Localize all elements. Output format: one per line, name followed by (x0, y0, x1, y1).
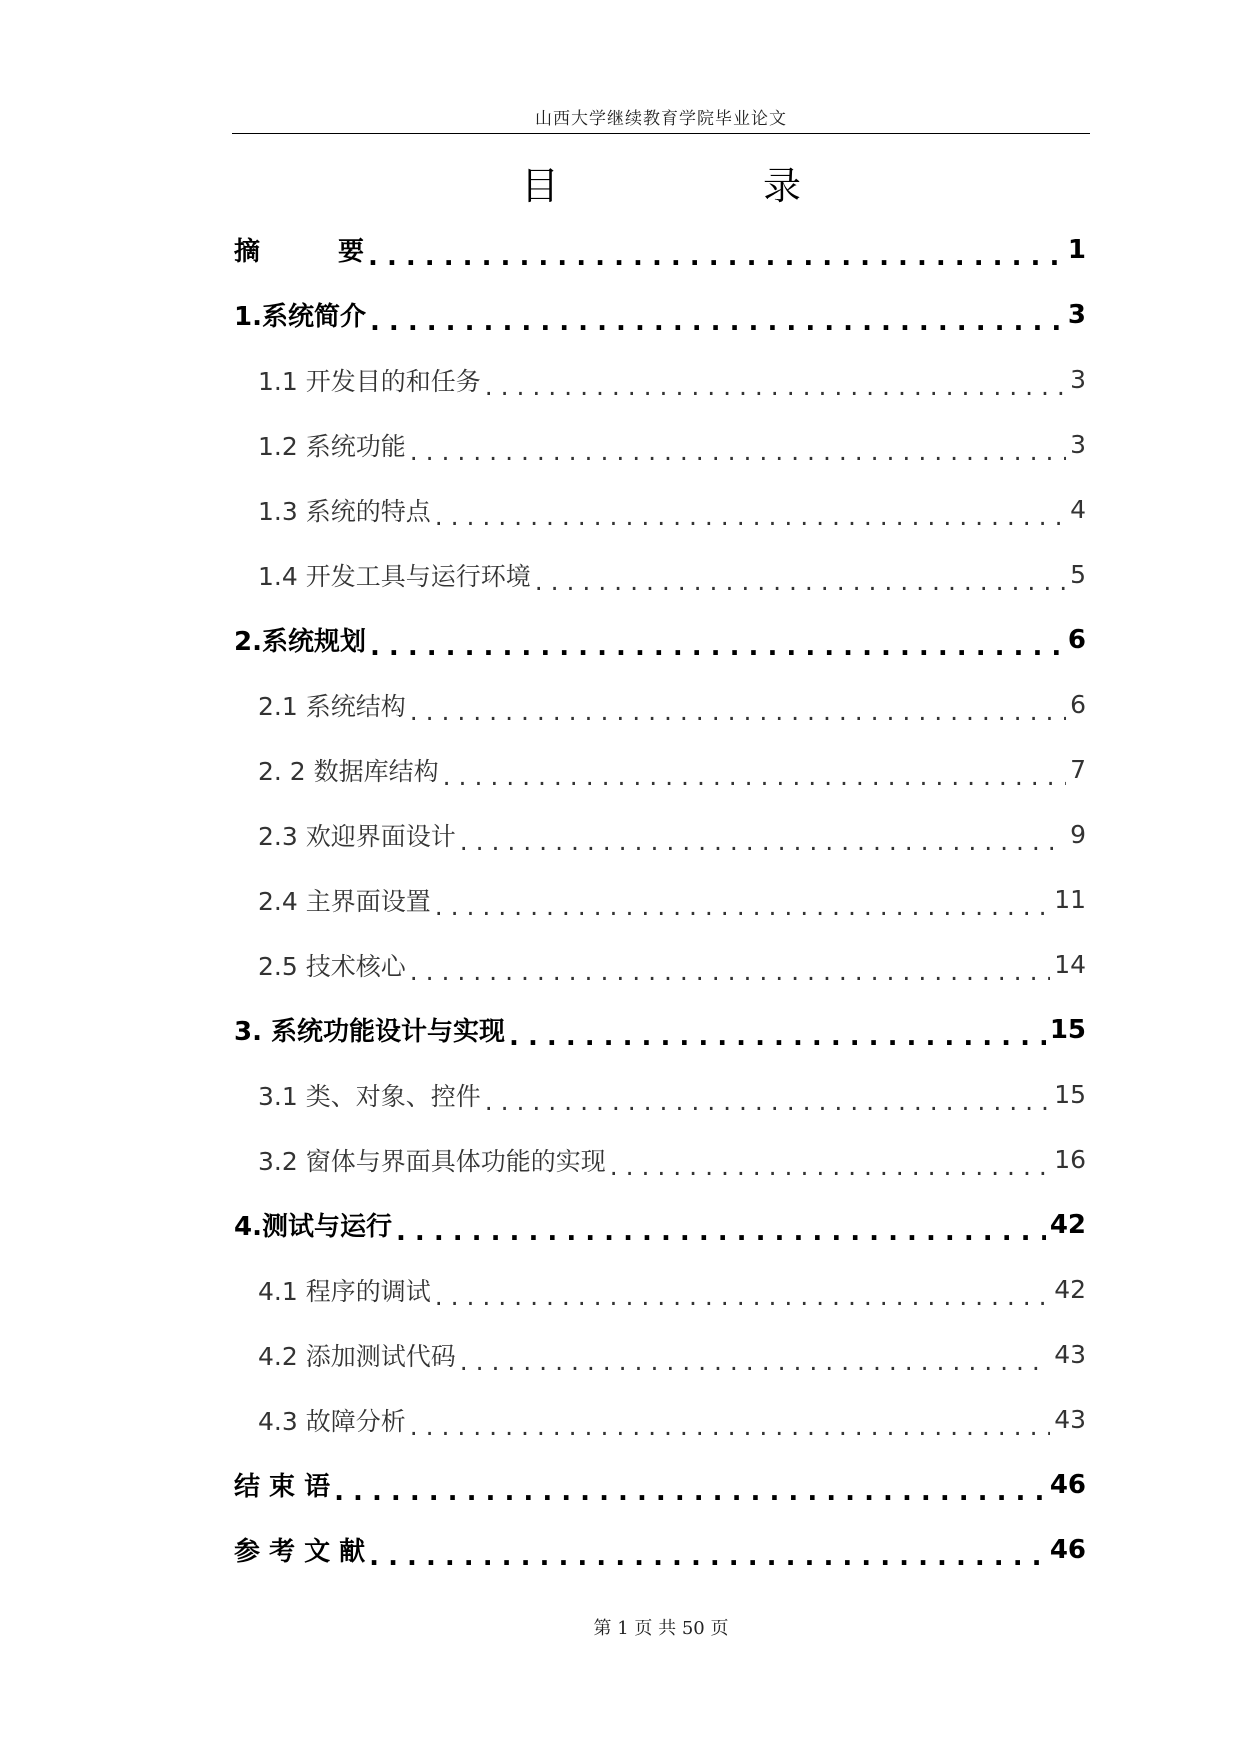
toc-entry-label: 3.1 类、对象、控件 (258, 1081, 481, 1111)
toc-entry-label: 1.3 系统的特点 (258, 496, 431, 526)
toc-entry[interactable] (234, 607, 1086, 672)
toc-entry-page: 6 (1067, 624, 1086, 655)
toc-entry-page: 15 (1049, 1014, 1086, 1045)
toc-leader-dots (368, 242, 1064, 272)
toc-leader-dots (410, 437, 1066, 466)
toc-entry-label: 结 束 语 (234, 1472, 331, 1502)
toc-entry[interactable] (234, 932, 1086, 997)
toc-leader-dots (485, 372, 1066, 401)
toc-leader-dots (610, 1152, 1050, 1181)
toc-entry-label: 3. 系统功能设计与实现 (234, 1017, 506, 1047)
toc-entry-page: 5 (1070, 560, 1086, 589)
toc-entry[interactable] (234, 672, 1086, 737)
toc-entry-page: 7 (1070, 755, 1086, 784)
toc-leader-dots (435, 1282, 1050, 1311)
toc-entry-page: 3 (1070, 430, 1086, 459)
toc-entry-label: 1.1 开发目的和任务 (258, 366, 481, 396)
toc-leader-dots (334, 1477, 1046, 1507)
toc-entry[interactable] (234, 867, 1086, 932)
toc-entry[interactable] (234, 1517, 1086, 1582)
toc-entry[interactable] (234, 1452, 1086, 1517)
toc-leader-dots (435, 892, 1050, 921)
toc-leader-dots (460, 1347, 1050, 1376)
toc-entry[interactable] (234, 737, 1086, 802)
toc-title: 目 录 (520, 164, 898, 208)
toc-leader-dots (370, 632, 1064, 662)
toc-entry-label: 3.2 窗体与界面具体功能的实现 (258, 1146, 606, 1176)
toc-entry[interactable] (234, 412, 1086, 477)
toc-entry-page: 6 (1070, 690, 1086, 719)
toc-entry-label: 2.系统规划 (234, 627, 366, 657)
toc-entry-label: 2.5 技术核心 (258, 951, 406, 981)
toc-entry[interactable] (234, 1192, 1086, 1257)
toc-leader-dots (460, 827, 1066, 856)
toc-entry[interactable] (234, 217, 1086, 282)
toc-entry-label: 1.4 开发工具与运行环境 (258, 561, 531, 591)
page-footer: 第 1 页 共 50 页 (593, 1618, 729, 1639)
toc-entry-label: 1.2 系统功能 (258, 431, 406, 461)
toc-entry-page: 46 (1049, 1469, 1086, 1500)
toc-entry-label: 摘 要 (234, 237, 365, 267)
toc-entry-page: 1 (1067, 234, 1086, 265)
toc-entry-page: 46 (1049, 1534, 1086, 1565)
toc-entry-page: 9 (1070, 820, 1086, 849)
toc-leader-dots (443, 762, 1066, 791)
toc-entry[interactable] (234, 1322, 1086, 1387)
toc-entry-page: 14 (1054, 950, 1086, 979)
toc-leader-dots (410, 697, 1066, 726)
toc-leader-dots (535, 567, 1066, 596)
toc-entry[interactable] (234, 347, 1086, 412)
toc-entry-label: 4.1 程序的调试 (258, 1276, 431, 1306)
toc-entry[interactable] (234, 1127, 1086, 1192)
toc-entry-label: 4.测试与运行 (234, 1212, 392, 1242)
toc-entry[interactable] (234, 542, 1086, 607)
toc-entry-page: 42 (1054, 1275, 1086, 1304)
toc-entry[interactable] (234, 1257, 1086, 1322)
toc-entry-label: 参 考 文 献 (234, 1537, 366, 1567)
toc-entry[interactable] (234, 802, 1086, 867)
toc-entry-label: 2.1 系统结构 (258, 691, 406, 721)
toc-entry-page: 3 (1070, 365, 1086, 394)
toc-entry[interactable] (234, 477, 1086, 542)
toc-entry-page: 16 (1054, 1145, 1086, 1174)
toc-entry-page: 3 (1067, 299, 1086, 330)
toc-leader-dots (435, 502, 1066, 531)
toc-entry-label: 2. 2 数据库结构 (258, 756, 439, 786)
table-of-contents (234, 217, 1086, 1582)
toc-entry-label: 4.3 故障分析 (258, 1406, 406, 1436)
toc-leader-dots (370, 307, 1064, 337)
toc-leader-dots (369, 1542, 1046, 1572)
toc-entry-page: 42 (1049, 1209, 1086, 1240)
toc-leader-dots (410, 957, 1050, 986)
toc-entry[interactable] (234, 997, 1086, 1062)
toc-leader-dots (396, 1217, 1046, 1247)
toc-entry[interactable] (234, 282, 1086, 347)
header-divider (232, 133, 1090, 134)
toc-entry-label: 2.4 主界面设置 (258, 886, 431, 916)
toc-entry-page: 43 (1054, 1405, 1086, 1434)
toc-entry[interactable] (234, 1387, 1086, 1452)
toc-leader-dots (485, 1087, 1050, 1116)
toc-entry-label: 1.系统简介 (234, 302, 366, 332)
toc-entry-page: 4 (1070, 495, 1086, 524)
toc-leader-dots (509, 1022, 1046, 1052)
toc-entry-page: 43 (1054, 1340, 1086, 1369)
toc-entry[interactable] (234, 1062, 1086, 1127)
toc-entry-label: 2.3 欢迎界面设计 (258, 821, 456, 851)
toc-entry-page: 15 (1054, 1080, 1086, 1109)
toc-entry-page: 11 (1054, 885, 1086, 914)
toc-leader-dots (410, 1412, 1050, 1441)
page-header: 山西大学继续教育学院毕业论文 (535, 109, 787, 129)
toc-entry-label: 4.2 添加测试代码 (258, 1341, 456, 1371)
